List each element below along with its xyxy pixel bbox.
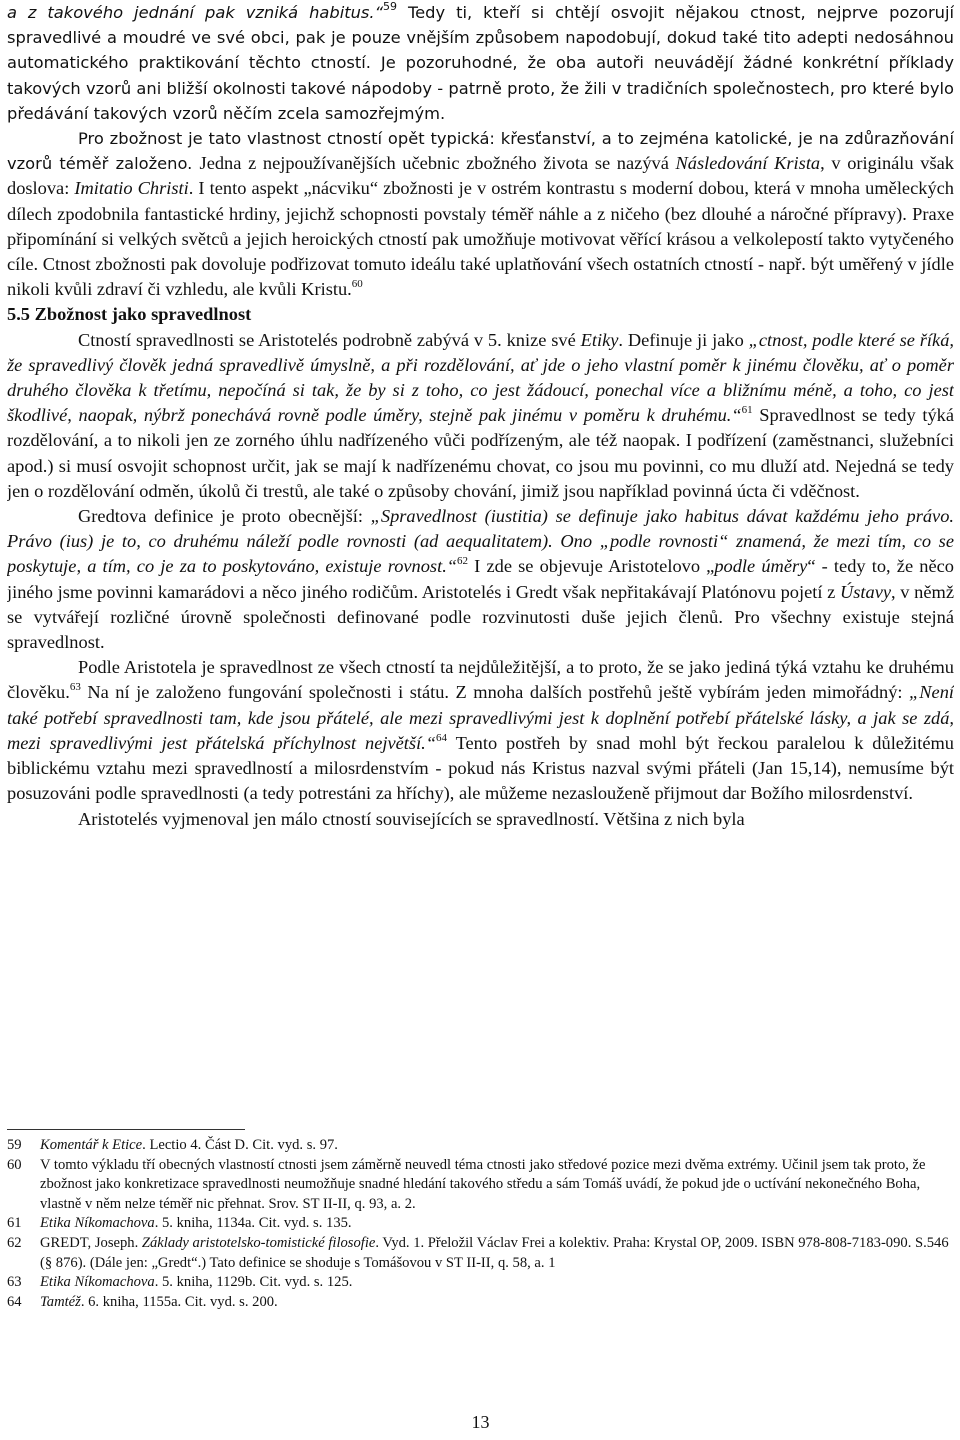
text-run: Pro zbožnost je tato vlastnost ctností opět typická: křesťanství, a to zejména katolické, je na zdůrazňování vzorů téměř založeno. [7, 129, 954, 174]
footnote-text [40, 1273, 954, 1293]
footnote-ref-59[interactable]: 59 [383, 0, 398, 13]
footnote-body: . 5. kniha, 1134a. Cit. vyd. s. 135. [154, 1215, 352, 1232]
quoted-term: podle úměry [714, 556, 808, 577]
text-run: Na ní je založeno fungování společnosti i státu. Z mnoha dalších postřehů ještě vybírám jeden mimořádný: [80, 682, 910, 703]
footnotes [7, 1136, 954, 1312]
footnote-title: Komentář k Etice [40, 1137, 143, 1153]
footnote-number: 61 [7, 1215, 22, 1232]
paragraph-5 [7, 655, 954, 806]
text-run: Spravedlnost se tedy týká rozdělování, a to nikoli jen ze zorného úhlu nadřízeného vůči podřízeným, ale též naopak. I podřízení (zaměstnanci, služebníci apod.) si musí osvojit schopnost určit, jak se mají k nadřízenému chovat, co jsou mu povinni, co mu dluží atd. Nejedná se tedy jen o rozdělování odměn, úkolů či trestů, ale také o způsoby chování, jimiž jsou například povinná úcta či vděčnost. [7, 405, 954, 501]
footnote-separator [7, 1129, 245, 1130]
footnote [7, 1234, 954, 1273]
book-title: Následování Krista [675, 153, 821, 174]
footnote-body: . Vyd. 1. Přeložil Václav Frei a kolektiv. Praha: Krystal OP, 2009. ISBN 978-808-7183-090. S.546 (§ 876). (Dále jen: „Gredt“.) Tato definice se shoduje s Tomášovou v ST II-II, q. 58, a. 1 [40, 1234, 949, 1271]
footnote-number: 59 [7, 1137, 22, 1153]
text-run: “ - tedy to, že něco jiného jsme povinni kamarádovi a něco jiného rodičům. Aristotelés i Gredt však nepřitakávají Platónovu pojetí z [7, 556, 954, 602]
footnote-text [40, 1136, 954, 1156]
section-heading: 5.5 Zbožnost jako spravedlnost [7, 304, 252, 325]
paragraph-2 [7, 126, 954, 302]
text-run: Ctností spravedlnosti se Aristotelés podrobně zabývá v 5. knize své [78, 329, 581, 350]
text-run: Tento postřeh by snad mohl být řeckou paralelou k důležitému biblickému vztahu mezi spravedlností a milosrdenstvím - pokud nás Kristus nazval svými přáteli (Jan 15,14), nemusíme být posuzováni podle spravedlnosti (a tedy potrestáni za hříchy), ale můžeme nezaslouženě přijmout dar Božího milosrdenství. [7, 732, 954, 804]
text-run: Jedna z nejpoužívanějších učebnic zbožného života se nazývá [199, 153, 676, 174]
footnote-title: Etika Níkomachova [40, 1215, 155, 1232]
footnote-number: 60 [7, 1156, 22, 1173]
footnote [7, 1214, 954, 1234]
footnote-title: Tamtéž [40, 1293, 81, 1310]
footnote-number: 63 [7, 1274, 22, 1291]
page-number: 13 [471, 1412, 490, 1432]
text-run: Tedy ti, kteří si chtějí osvojit nějakou ctnost, nejprve pozorují spravedlivé a moudré ve své obci, pak je pouze vnějším způsobem napodobují, dokud také tito adepti nedosáhnou automatického praktikování těchto ctností. [7, 3, 954, 73]
paragraph-4 [7, 504, 954, 655]
body-text [7, 0, 954, 1122]
footnote [7, 1273, 954, 1293]
paragraph-6: Aristotelés vyjmenoval jen málo ctností souvisejících se spravedlností. Většina z nich byla [78, 808, 745, 829]
footnote [7, 1136, 954, 1156]
text-run: . I tento aspekt „nácviku“ zbožnosti je v ostrém kontrastu s moderní dobou, která v mnoha uměleckých dílech zpodobnila fantastické hrdiny, jejichž schopnosti povstaly téměř náhle a z ničeho (bez dlouhé a náročné přípravy). Praxe připomínání si velkých světců a jejich heroických ctností pak umožňuje motivovat věřící krásou a velkolepostí takto vytyčeného cíle. Ctnost zbožnosti pak dovoluje podřizovat tomuto ideálu také uplatňování všech ostatních ctností - např. být uměřený v jídle nikoli kvůli zdraví či vzhledu, ale kvůli Kristu. [7, 178, 954, 300]
text-run: I zde se objevuje Aristotelovo „ [468, 556, 715, 577]
footnote-ref-60[interactable]: 60 [351, 278, 363, 291]
footnote-number: 64 [7, 1293, 22, 1310]
footnote [7, 1156, 954, 1215]
footnote-ref-61[interactable]: 61 [741, 404, 753, 417]
paragraph-3 [7, 328, 954, 504]
footnote-body: . Lectio 4. Část D. Cit. vyd. s. 97. [142, 1137, 338, 1153]
footnote-title: Etika Níkomachova [40, 1274, 155, 1291]
footnote-text [40, 1234, 954, 1273]
text-run: Je pozoruhodné, že oba autoři neuvádějí žádné konkrétní příklady takových vzorů ani bližší okolnosti takové nápodoby - patrně proto, že žili v tradičních společnostech, pro které bylo předávání takových vzorů něčím zcela samozřejmým. [7, 53, 954, 123]
footnote-body: V tomto výkladu tří obecných vlastností ctnosti jsem záměrně neuvedl téma ctnosti jako středové pozice mezi dvěma extrémy. Učinil jsem tak proto, že zbožnost jako konkretizace spravedlnosti neumožňuje snadné hledání takového středu a sám Tomáš uvádí, že pokud jde o uctívání nekonečného Boha, vlastně v něm nelze téměř nic přehnat. Srov. ST II-II, q. 93, a. 2. [40, 1156, 926, 1212]
footnote-title: Základy aristotelsko-tomistické filosofie [141, 1234, 376, 1251]
footnote-text [40, 1214, 954, 1234]
footnote-text [40, 1293, 954, 1313]
quotation: „ctnost, podle které se říká, že spravedlivý člověk jedná spravedlivě úmyslně, a při rozdělování, ať jde o jeho vlastní poměr k jinému člověku, ať o poměr druhého člověka k třetímu, nepočíná si tak, že by si z toho, co jest žádoucí, ponechal více a bližnímu méně, a toho, co jest škodlivé, naopak, nýbrž ponechává rovně podle úměry, stejně pak jinému v poměru k druhému.“ [7, 329, 954, 426]
footnote-body: . 6. kniha, 1155a. Cit. vyd. s. 200. [80, 1293, 278, 1310]
book-title: Ústavy [839, 581, 892, 602]
text-run: Gredtova definice je proto obecnější: [78, 506, 371, 527]
footnote-ref-62[interactable]: 62 [457, 555, 469, 568]
footnote-ref-63[interactable]: 63 [69, 681, 81, 694]
footnote-number: 62 [7, 1234, 22, 1251]
text-run: , v originálu však doslova: [7, 153, 954, 199]
quotation: „Spravedlnost (iustitia) se definuje jako habitus dávat každému jeho právo. Právo (ius) je to, co druhému náleží podle rovnosti (ad aequalitatem). Ono „podle rovnosti“ znamená, že mezi tím, co se poskytuje, a tím, co je za to poskytováno, existuje rovnost.“ [7, 506, 954, 577]
quote-end: a z takového jednání pak vzniká habitus.“ [7, 3, 384, 22]
footnote-author: GREDT, Joseph. [40, 1234, 142, 1251]
text-run: Podle Aristotela je spravedlnost ze všech ctností ta nejdůležitější, a to proto, že se jako jediná týká vztahu ke druhému člověku. [7, 657, 954, 703]
footnote-ref-64[interactable]: 64 [436, 731, 448, 744]
footnote [7, 1293, 954, 1313]
book-title: Imitatio Christi [74, 178, 189, 199]
text-run: , v němž se vytvářejí rozličné úrovně společnosti definované podle rozvinutosti duše jejich členů. Pro všechny existuje stejná spravedlnost. [7, 581, 954, 653]
text-run: . Definuje ji jako [618, 329, 749, 350]
quotation: „Není také potřebí spravedlnosti tam, kde jsou přátelé, ale mezi spravedlivými jest k doplnění potřebí přátelské lásky, a jak se zdá, mezi spravedlivými jest přátelská příchylnost největší.“ [7, 682, 954, 753]
footnote-body: . 5. kniha, 1129b. Cit. vyd. s. 125. [154, 1274, 353, 1291]
paragraph-1 [7, 0, 954, 126]
book-title: Etiky [580, 329, 619, 350]
